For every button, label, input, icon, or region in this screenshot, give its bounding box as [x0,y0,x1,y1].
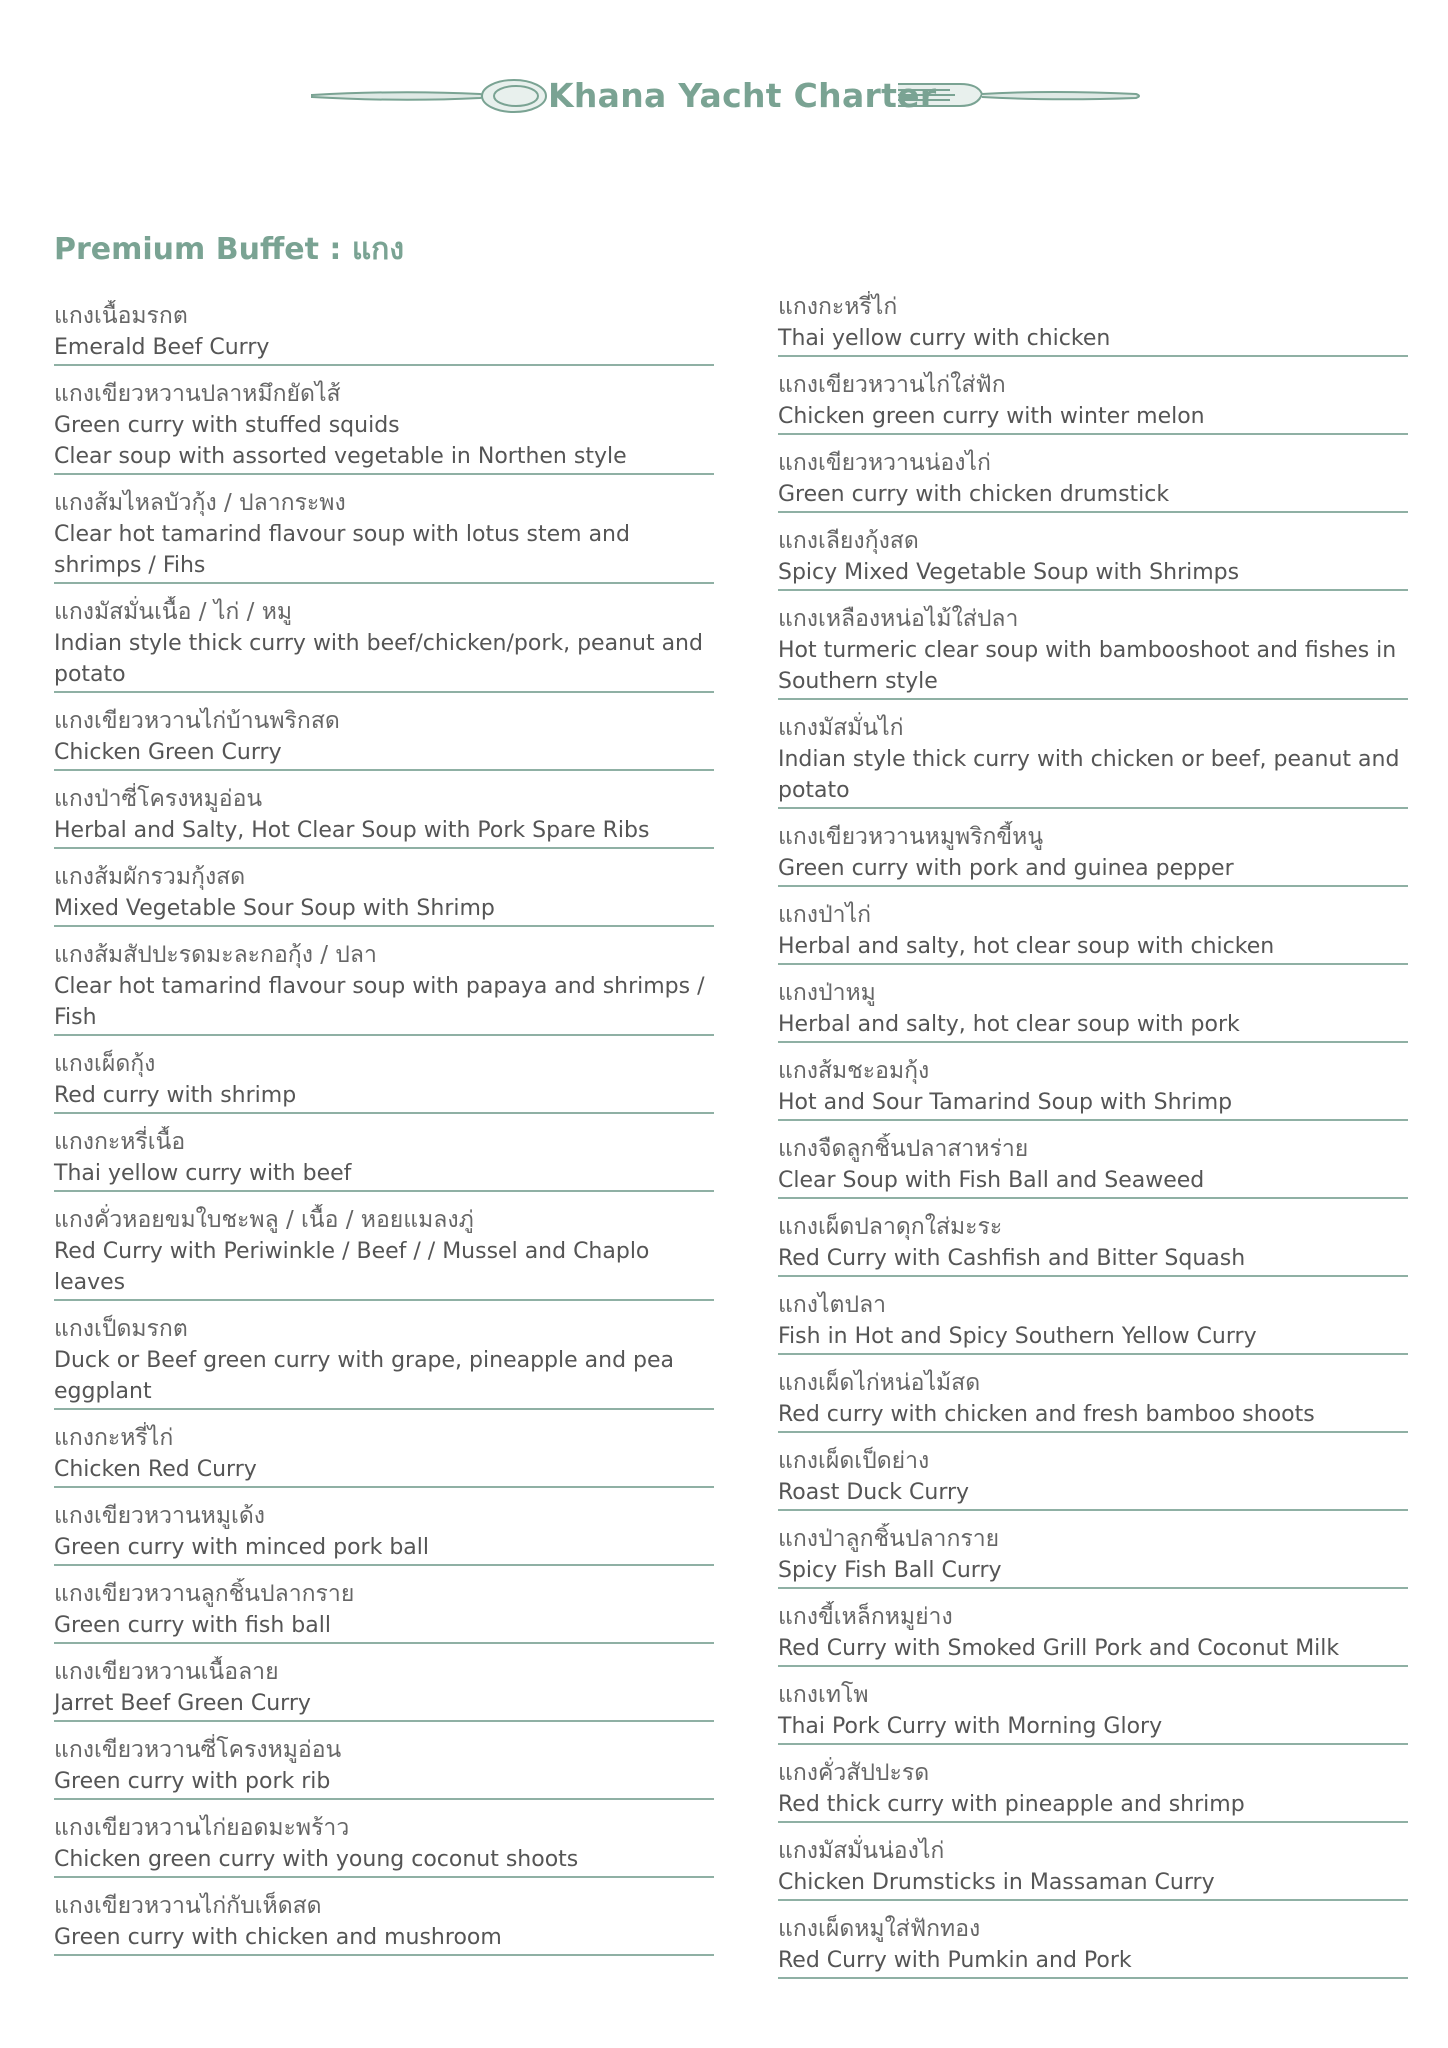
menu-item-english-name: Green curry with pork rib [54,1769,331,1794]
menu-item-thai-name: แกงป่าลูกชิ้นปลากราย [778,1526,1000,1552]
menu-item [54,861,714,927]
menu-item-thai-name: แกงเผ็ดหมูใส่ฟักทอง [778,1916,981,1942]
menu-item-thai-name: แกงไตปลา [778,1292,887,1318]
menu-item-english-name: Green curry with chicken and mushroom [54,1925,502,1950]
menu-item [54,1812,714,1878]
menu-item-thai-name: แกงขี้เหล็กหมูย่าง [778,1604,953,1630]
menu-item [54,1422,714,1488]
menu-item-english-name: Red Curry with Cashfish and Bitter Squash [778,1246,1246,1271]
menu-item-thai-name: แกงเขียวหวานเนื้อลาย [54,1659,279,1685]
menu-item [778,1679,1408,1745]
menu-item [778,1601,1408,1667]
menu-item-english-name: Fish in Hot and Spicy Southern Yellow Curry [778,1324,1257,1349]
menu-item-thai-name: แกงจืดลูกชิ้นปลาสาหร่าย [778,1136,1029,1162]
menu-item-english-name: Herbal and Salty, Hot Clear Soup with Pork Spare Ribs [54,818,650,843]
menu-item-english-name: Green curry with minced pork ball [54,1535,429,1560]
menu-item-english-name: Thai yellow curry with chicken [778,326,1111,351]
menu-item [778,1133,1408,1199]
menu-item-english-name: Spicy Fish Ball Curry [778,1558,1002,1583]
menu-item-thai-name: แกงเขียวหวานไก่ใส่ฟัก [778,372,1006,398]
menu-item-english-name: Green curry with chicken drumstick [778,482,1170,507]
menu-column-right [778,291,1408,1991]
menu-item-thai-name: แกงเขียวหวานไก่บ้านพริกสด [54,708,340,734]
menu-item [54,1126,714,1192]
spoon-icon [312,80,546,112]
menu-item [54,378,714,475]
menu-item-english-name: Chicken green curry with winter melon [778,404,1205,429]
menu-item-english-name: Green curry with fish ball [54,1613,331,1638]
menu-item [54,1500,714,1566]
menu-item [778,712,1408,809]
menu-item-thai-name: แกงเทโพ [778,1682,869,1708]
menu-item [54,1578,714,1644]
menu-item-thai-name: แกงเขียวหวานปลาหมึกยัดไส้ [54,381,341,407]
menu-item-english-name: Hot turmeric clear soup with bambooshoot and fishes in Southern style [778,638,1397,694]
menu-item-english-name: Hot and Sour Tamarind Soup with Shrimp [778,1090,1233,1115]
menu-item [778,1445,1408,1511]
menu-item [778,525,1408,591]
menu-item [54,1890,714,1956]
menu-item-english-name: Red curry with chicken and fresh bamboo shoots [778,1402,1315,1427]
menu-item-english-name: Clear hot tamarind flavour soup with papaya and shrimps / Fish [54,974,705,1030]
menu-item [778,1211,1408,1277]
menu-item [778,369,1408,435]
menu-item [778,899,1408,965]
menu-item-english-name: Herbal and salty, hot clear soup with chicken [778,934,1275,959]
menu-item-english-name: Indian style thick curry with beef/chicken/pork, peanut and potato [54,631,703,687]
menu-item-thai-name: แกงเขียวหวานหมูพริกขี้หนู [778,824,1044,850]
menu-item-english-name: Mixed Vegetable Sour Soup with Shrimp [54,896,495,921]
menu-item-thai-name: แกงเขียวหวานไก่กับเห็ดสด [54,1893,322,1919]
menu-item [54,1048,714,1114]
menu-item-english-name: Clear Soup with Fish Ball and Seaweed [778,1168,1205,1193]
menu-item [778,291,1408,357]
menu-item [54,596,714,693]
menu-item [54,939,714,1036]
menu-item-english-name: Chicken Red Curry [54,1457,257,1482]
brand-title: Khana Yacht Charter [548,76,937,115]
menu-item [778,821,1408,887]
menu-item-thai-name: แกงมัสมั่นไก่ [778,715,904,741]
menu-item-thai-name: แกงกะหรี่ไก่ [778,294,898,320]
menu-item-thai-name: แกงเผ็ดกุ้ง [54,1051,156,1077]
menu-item [778,977,1408,1043]
menu-item-english-name: Green curry with pork and guinea pepper [778,856,1234,881]
menu-item-thai-name: แกงกะหรี่ไก่ [54,1425,174,1451]
menu-item-thai-name: แกงป่าไก่ [778,902,871,928]
menu-item-thai-name: แกงเขียวหวานน่องไก่ [778,450,991,476]
menu-item [778,1055,1408,1121]
menu-item-thai-name: แกงมัสมั่นเนื้อ / ไก่ / หมู [54,599,293,625]
menu-item-thai-name: แกงเนื้อมรกต [54,303,188,329]
menu-item-english-name: Roast Duck Curry [778,1480,970,1505]
menu-item-english-name: Jarret Beef Green Curry [54,1691,311,1716]
menu-item-english-name: Chicken Drumsticks in Massaman Curry [778,1870,1215,1895]
menu-item [54,487,714,584]
menu-item [778,447,1408,513]
menu-item [778,1835,1408,1901]
menu-item [54,1313,714,1410]
menu-item [778,1289,1408,1355]
menu-item-thai-name: แกงส้มไหลบัวกุ้ง / ปลากระพง [54,490,346,516]
menu-item [54,1734,714,1800]
menu-item-english-name: Red Curry with Smoked Grill Pork and Coconut Milk [778,1636,1340,1661]
menu-item-english-name: Thai yellow curry with beef [54,1161,352,1186]
menu-item-english-name: Chicken Green Curry [54,740,282,765]
menu-item [778,603,1408,700]
menu-item-thai-name: แกงป่าหมู [778,980,876,1006]
menu-item-thai-name: แกงเขียวหวานไก่ยอดมะพร้าว [54,1815,350,1841]
menu-item-thai-name: แกงคั่วหอยขมใบชะพลู / เนื้อ / หอยแมลงภู่ [54,1207,474,1233]
menu-item-thai-name: แกงส้มผักรวมกุ้งสด [54,864,246,890]
menu-item-english-name: Spicy Mixed Vegetable Soup with Shrimps [778,560,1240,585]
menu-item [54,1204,714,1301]
menu-item-thai-name: แกงเผ็ดไก่หน่อไม้สด [778,1370,981,1396]
menu-item [54,705,714,771]
menu-item-english-name: Red Curry with Periwinkle / Beef / / Mussel and Chaplo leaves [54,1239,650,1295]
menu-item-english-name: Herbal and salty, hot clear soup with pork [778,1012,1240,1037]
menu-item-thai-name: แกงเขียวหวานซี่โครงหมูอ่อน [54,1737,342,1763]
menu-item-thai-name: แกงเขียวหวานลูกชิ้นปลากราย [54,1581,355,1607]
menu-item-thai-name: แกงคั่วสัปปะรด [778,1760,930,1786]
menu-item-thai-name: แกงเขียวหวานหมูเด้ง [54,1503,266,1529]
menu-item-english-name: Red thick curry with pineapple and shrimp [778,1792,1245,1817]
menu-item-thai-name: แกงเผ็ดปลาดุกใส่มะระ [778,1214,1003,1240]
menu-item-english-name: Duck or Beef green curry with grape, pineapple and pea eggplant [54,1348,675,1404]
menu-item [54,1656,714,1722]
menu-item-english-name: Chicken green curry with young coconut shoots [54,1847,579,1872]
menu-item-thai-name: แกงมัสมั่นน่องไก่ [778,1838,945,1864]
menu-item-thai-name: แกงป่าซี่โครงหมูอ่อน [54,786,263,812]
menu-item-english-name: Green curry with stuffed squids Clear soup with assorted vegetable in Northen style [54,413,627,469]
menu-column-left [54,300,714,1968]
menu-item [54,300,714,366]
menu-item-thai-name: แกงส้มสัปปะรดมะละกอกุ้ง / ปลา [54,942,377,968]
menu-item [778,1523,1408,1589]
menu-item [54,783,714,849]
menu-item-thai-name: แกงเผ็ดเป็ดย่าง [778,1448,930,1474]
menu-item-thai-name: แกงส้มชะอมกุ้ง [778,1058,930,1084]
menu-item [778,1913,1408,1979]
menu-item-english-name: Emerald Beef Curry [54,335,270,360]
menu-item-thai-name: แกงเหลืองหน่อไม้ใส่ปลา [778,606,1019,632]
menu-item-english-name: Indian style thick curry with chicken or beef, peanut and potato [778,747,1400,803]
menu-item-english-name: Clear hot tamarind flavour soup with lotus stem and shrimps / Fihs [54,522,630,578]
menu-item-thai-name: แกงเลียงกุ้งสด [778,528,919,554]
header-logo [310,70,1140,130]
menu-item-thai-name: แกงกะหรี่เนื้อ [54,1129,186,1155]
section-title: Premium Buffet : แกง [54,232,404,267]
menu-item-english-name: Red curry with shrimp [54,1083,297,1108]
menu-item [778,1367,1408,1433]
menu-item-english-name: Red Curry with Pumkin and Pork [778,1948,1132,1973]
menu-item [778,1757,1408,1823]
menu-item-english-name: Thai Pork Curry with Morning Glory [778,1714,1163,1739]
menu-item-thai-name: แกงเป็ดมรกต [54,1316,188,1342]
